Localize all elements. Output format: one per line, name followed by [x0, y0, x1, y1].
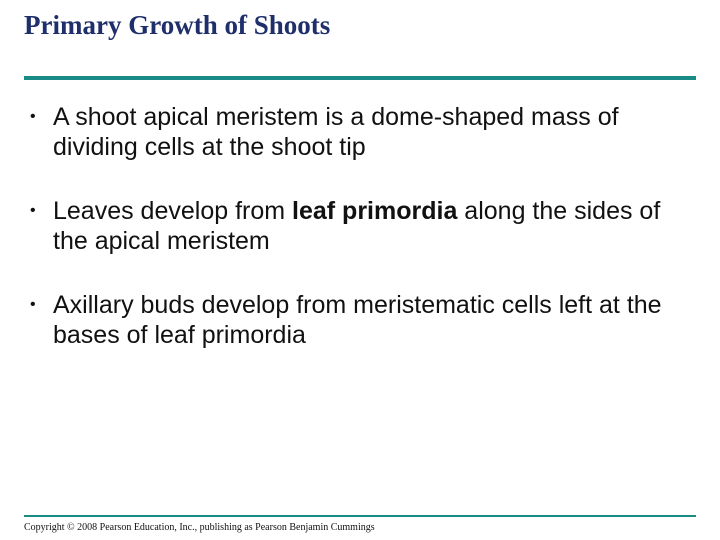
bullet-item [30, 196, 690, 256]
copyright-footer: Copyright © 2008 Pearson Education, Inc., publishing as Pearson Benjamin Cummings [24, 522, 375, 533]
bullet-item [30, 102, 690, 162]
bullet-list [30, 102, 690, 384]
bullet-text-continued: along the sides of the apical meristem [53, 197, 661, 255]
bullet-dot-icon: • [30, 296, 36, 313]
bullet-text: Axillary buds develop from meristematic cells left at the bases of leaf primordia [53, 291, 662, 349]
footer-divider [24, 515, 696, 517]
slide-title: Primary Growth of Shoots [24, 10, 331, 40]
bullet-dot-icon: • [30, 108, 36, 125]
bullet-key-term: leaf primordia [292, 197, 458, 225]
bullet-text: A shoot apical meristem is a dome-shaped mass of dividing cells at the shoot tip [53, 103, 619, 161]
bullet-text: Leaves develop from [53, 197, 293, 225]
bullet-dot-icon: • [30, 202, 36, 219]
title-divider [24, 76, 696, 80]
bullet-item [30, 290, 690, 350]
